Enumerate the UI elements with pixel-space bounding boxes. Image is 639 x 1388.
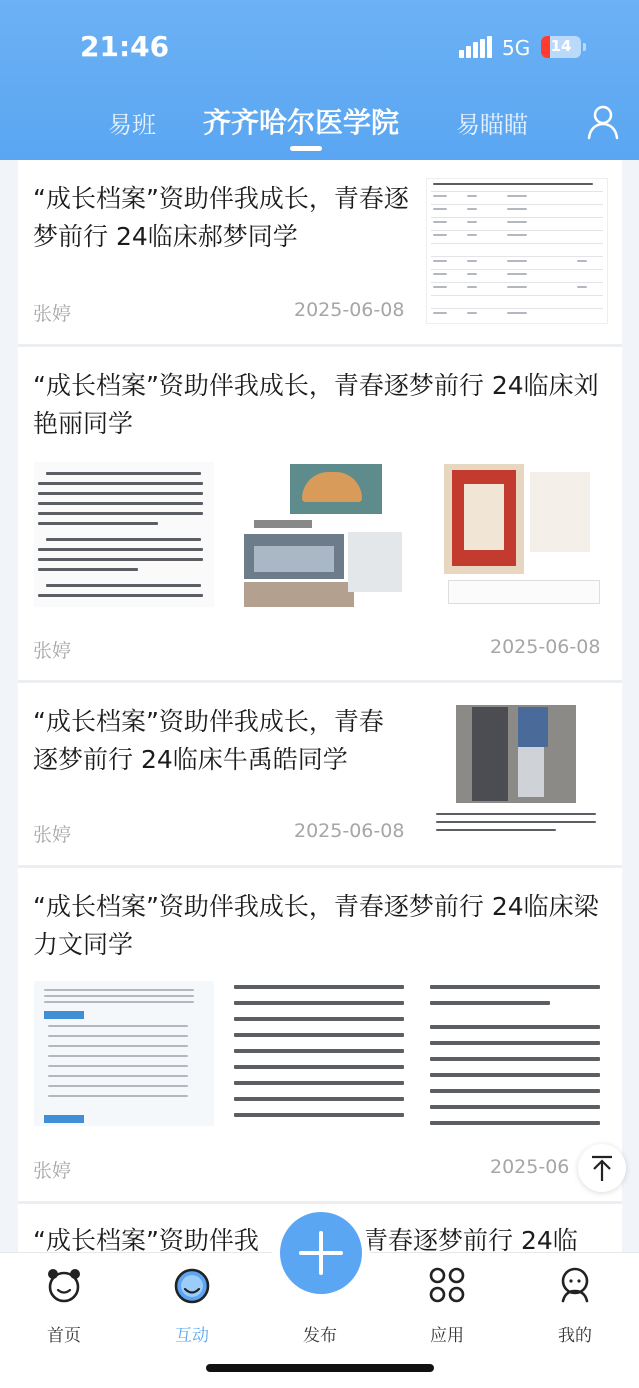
post-title[interactable]: “成长档案”资助伴我 xyxy=(33,1226,259,1252)
tab-yimiaomiao[interactable]: 易瞄瞄 xyxy=(456,111,528,139)
battery-icon xyxy=(541,36,581,58)
post-item[interactable] xyxy=(18,347,622,683)
nav-publish-label: 发布 xyxy=(303,1326,337,1346)
signal-icon xyxy=(459,36,493,58)
post-date: 2025-06-08 xyxy=(294,299,405,321)
user-bear-icon xyxy=(555,1265,595,1305)
smile-face-icon xyxy=(172,1265,212,1305)
post-thumbnail[interactable] xyxy=(426,178,608,324)
post-date: 2025-06-08 xyxy=(294,820,405,842)
arrow-up-icon xyxy=(578,1144,626,1192)
post-item[interactable] xyxy=(18,683,622,868)
post-author: 张婷 xyxy=(33,303,72,325)
nav-home[interactable] xyxy=(19,1265,109,1355)
home-indicator xyxy=(206,1364,434,1372)
post-author: 张婷 xyxy=(33,824,72,846)
nav-mine-label: 我的 xyxy=(558,1326,592,1346)
post-item[interactable] xyxy=(18,160,622,347)
tab-yiban[interactable]: 易班 xyxy=(108,111,156,139)
nav-apps-label: 应用 xyxy=(430,1326,464,1346)
nav-apps[interactable] xyxy=(402,1265,492,1355)
post-image[interactable] xyxy=(426,981,606,1126)
tab-qiqihar-medical[interactable]: 齐齐哈尔医学院 xyxy=(203,106,400,139)
post-title[interactable]: “成长档案”资助伴我成长，青春逐梦前行 24临床郝梦同学 xyxy=(33,184,409,251)
publish-button[interactable] xyxy=(280,1212,362,1294)
nav-interact[interactable] xyxy=(147,1265,237,1355)
network-type: 5G xyxy=(502,36,531,60)
post-thumbnail[interactable] xyxy=(426,699,606,844)
top-header xyxy=(0,0,639,160)
post-title[interactable]: “成长档案”资助伴我成长，青春逐梦前行 24临床刘艳丽同学 xyxy=(33,371,599,438)
post-feed[interactable] xyxy=(18,160,622,1252)
post-item[interactable] xyxy=(18,868,622,1204)
bear-face-icon xyxy=(44,1265,84,1305)
post-author: 张婷 xyxy=(33,1160,72,1182)
post-author: 张婷 xyxy=(33,640,72,662)
post-image[interactable] xyxy=(34,981,214,1126)
post-title[interactable]: “成长档案”资助伴我成长，青春逐梦前行 24临床梁力文同学 xyxy=(33,892,599,959)
post-title[interactable]: “成长档案”资助伴我成长，青春逐梦前行 24临床牛禹皓同学 xyxy=(33,707,384,774)
nav-mine[interactable] xyxy=(530,1265,620,1355)
nav-interact-label: 互动 xyxy=(175,1326,209,1346)
post-image[interactable] xyxy=(426,462,606,607)
grid-apps-icon xyxy=(427,1265,467,1305)
active-tab-indicator xyxy=(290,146,322,151)
battery-level: 14 xyxy=(550,37,572,55)
post-image[interactable] xyxy=(34,462,214,607)
nav-home-label: 首页 xyxy=(47,1326,81,1346)
post-date: 2025-06-08 xyxy=(490,636,601,658)
user-icon[interactable] xyxy=(586,104,620,140)
post-image[interactable] xyxy=(230,462,410,607)
post-date: 2025-06 xyxy=(490,1156,570,1178)
status-time: 21:46 xyxy=(80,30,170,63)
post-image[interactable] xyxy=(230,981,410,1126)
scroll-to-top-button[interactable] xyxy=(578,1144,626,1192)
post-title-tail[interactable]: 青春逐梦前行 24临 xyxy=(363,1226,578,1252)
